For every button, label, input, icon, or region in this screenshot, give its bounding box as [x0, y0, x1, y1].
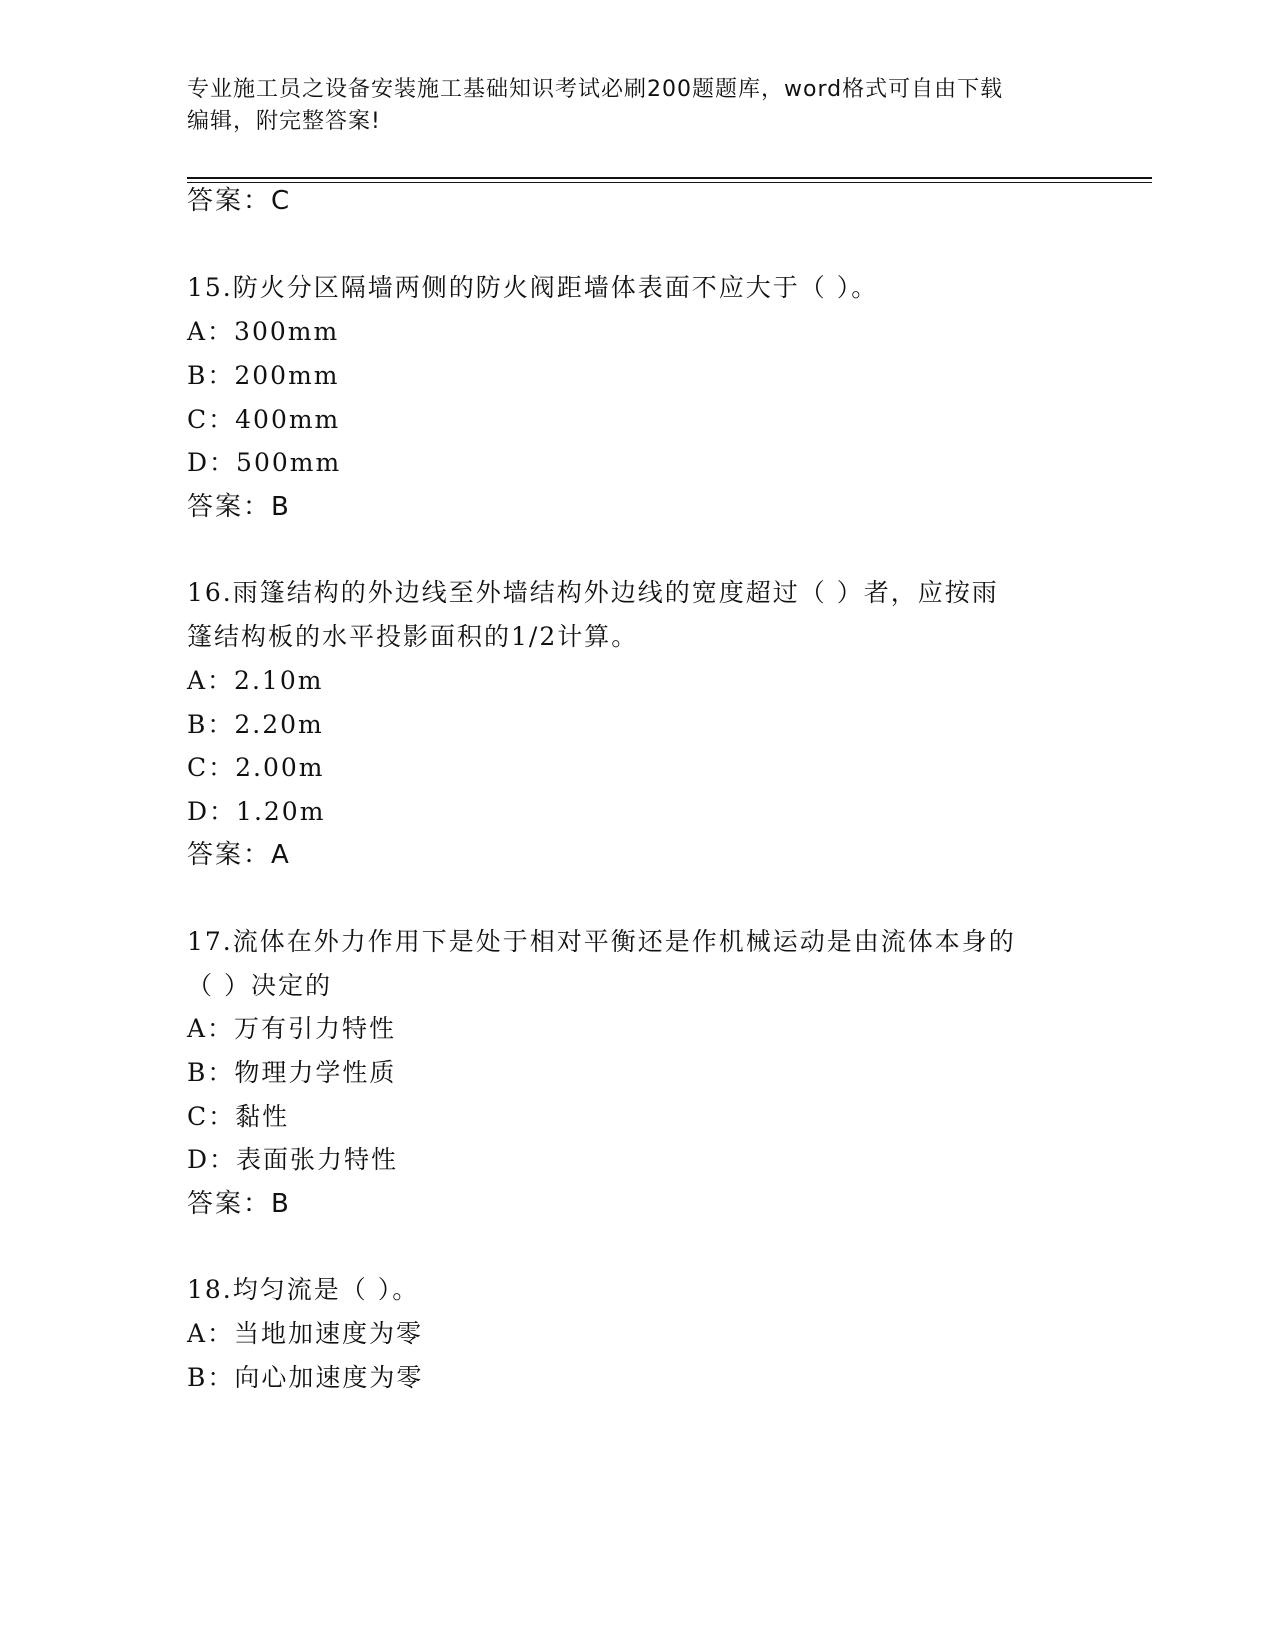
question-16-stem-line-2: 篷结构板的水平投影面积的1/2计算。 — [187, 622, 639, 651]
question-17-stem-line-1: 17.流体在外力作用下是处于相对平衡还是作机械运动是由流体本身的 — [187, 927, 1016, 956]
question-16-answer: 答案：A — [187, 840, 291, 870]
question-16-option-c: C：2.00m — [187, 753, 325, 782]
header-divider-thick — [187, 177, 1152, 179]
document-header — [187, 74, 1087, 138]
previous-answer: 答案：C — [187, 186, 292, 216]
question-15-option-d: D：500mm — [187, 448, 342, 477]
question-15-option-b: B：200mm — [187, 361, 340, 390]
question-16-option-b: B：2.20m — [187, 710, 324, 739]
header-line-2: 编辑，附完整答案! — [187, 109, 381, 134]
question-15-stem: 15.防火分区隔墙两侧的防火阀距墙体表面不应大于（ ）。 — [187, 273, 879, 302]
question-17-option-c: C：黏性 — [187, 1102, 290, 1131]
header-divider-thin — [187, 182, 1152, 183]
question-16-option-a: A：2.10m — [187, 666, 324, 695]
question-18-stem: 18.均匀流是（ ）。 — [187, 1275, 420, 1304]
question-15-answer: 答案：B — [187, 492, 291, 522]
question-17-option-d: D：表面张力特性 — [187, 1145, 399, 1174]
question-17-answer: 答案：B — [187, 1189, 291, 1219]
question-17-option-b: B：物理力学性质 — [187, 1058, 397, 1087]
question-18-option-a: A：当地加速度为零 — [187, 1319, 424, 1348]
question-17-option-a: A：万有引力特性 — [187, 1014, 397, 1043]
question-16-option-d: D：1.20m — [187, 797, 326, 826]
question-18-option-b: B：向心加速度为零 — [187, 1363, 424, 1392]
question-15-option-a: A：300mm — [187, 317, 340, 346]
question-16-stem-line-1: 16.雨篷结构的外边线至外墙结构外边线的宽度超过（ ）者，应按雨 — [187, 578, 999, 607]
header-line-1: 专业施工员之设备安装施工基础知识考试必刷200题题库，word格式可自由下载 — [187, 77, 1004, 102]
question-17-stem-line-2: （ ）决定的 — [187, 971, 332, 1000]
question-15-option-c: C：400mm — [187, 405, 341, 434]
